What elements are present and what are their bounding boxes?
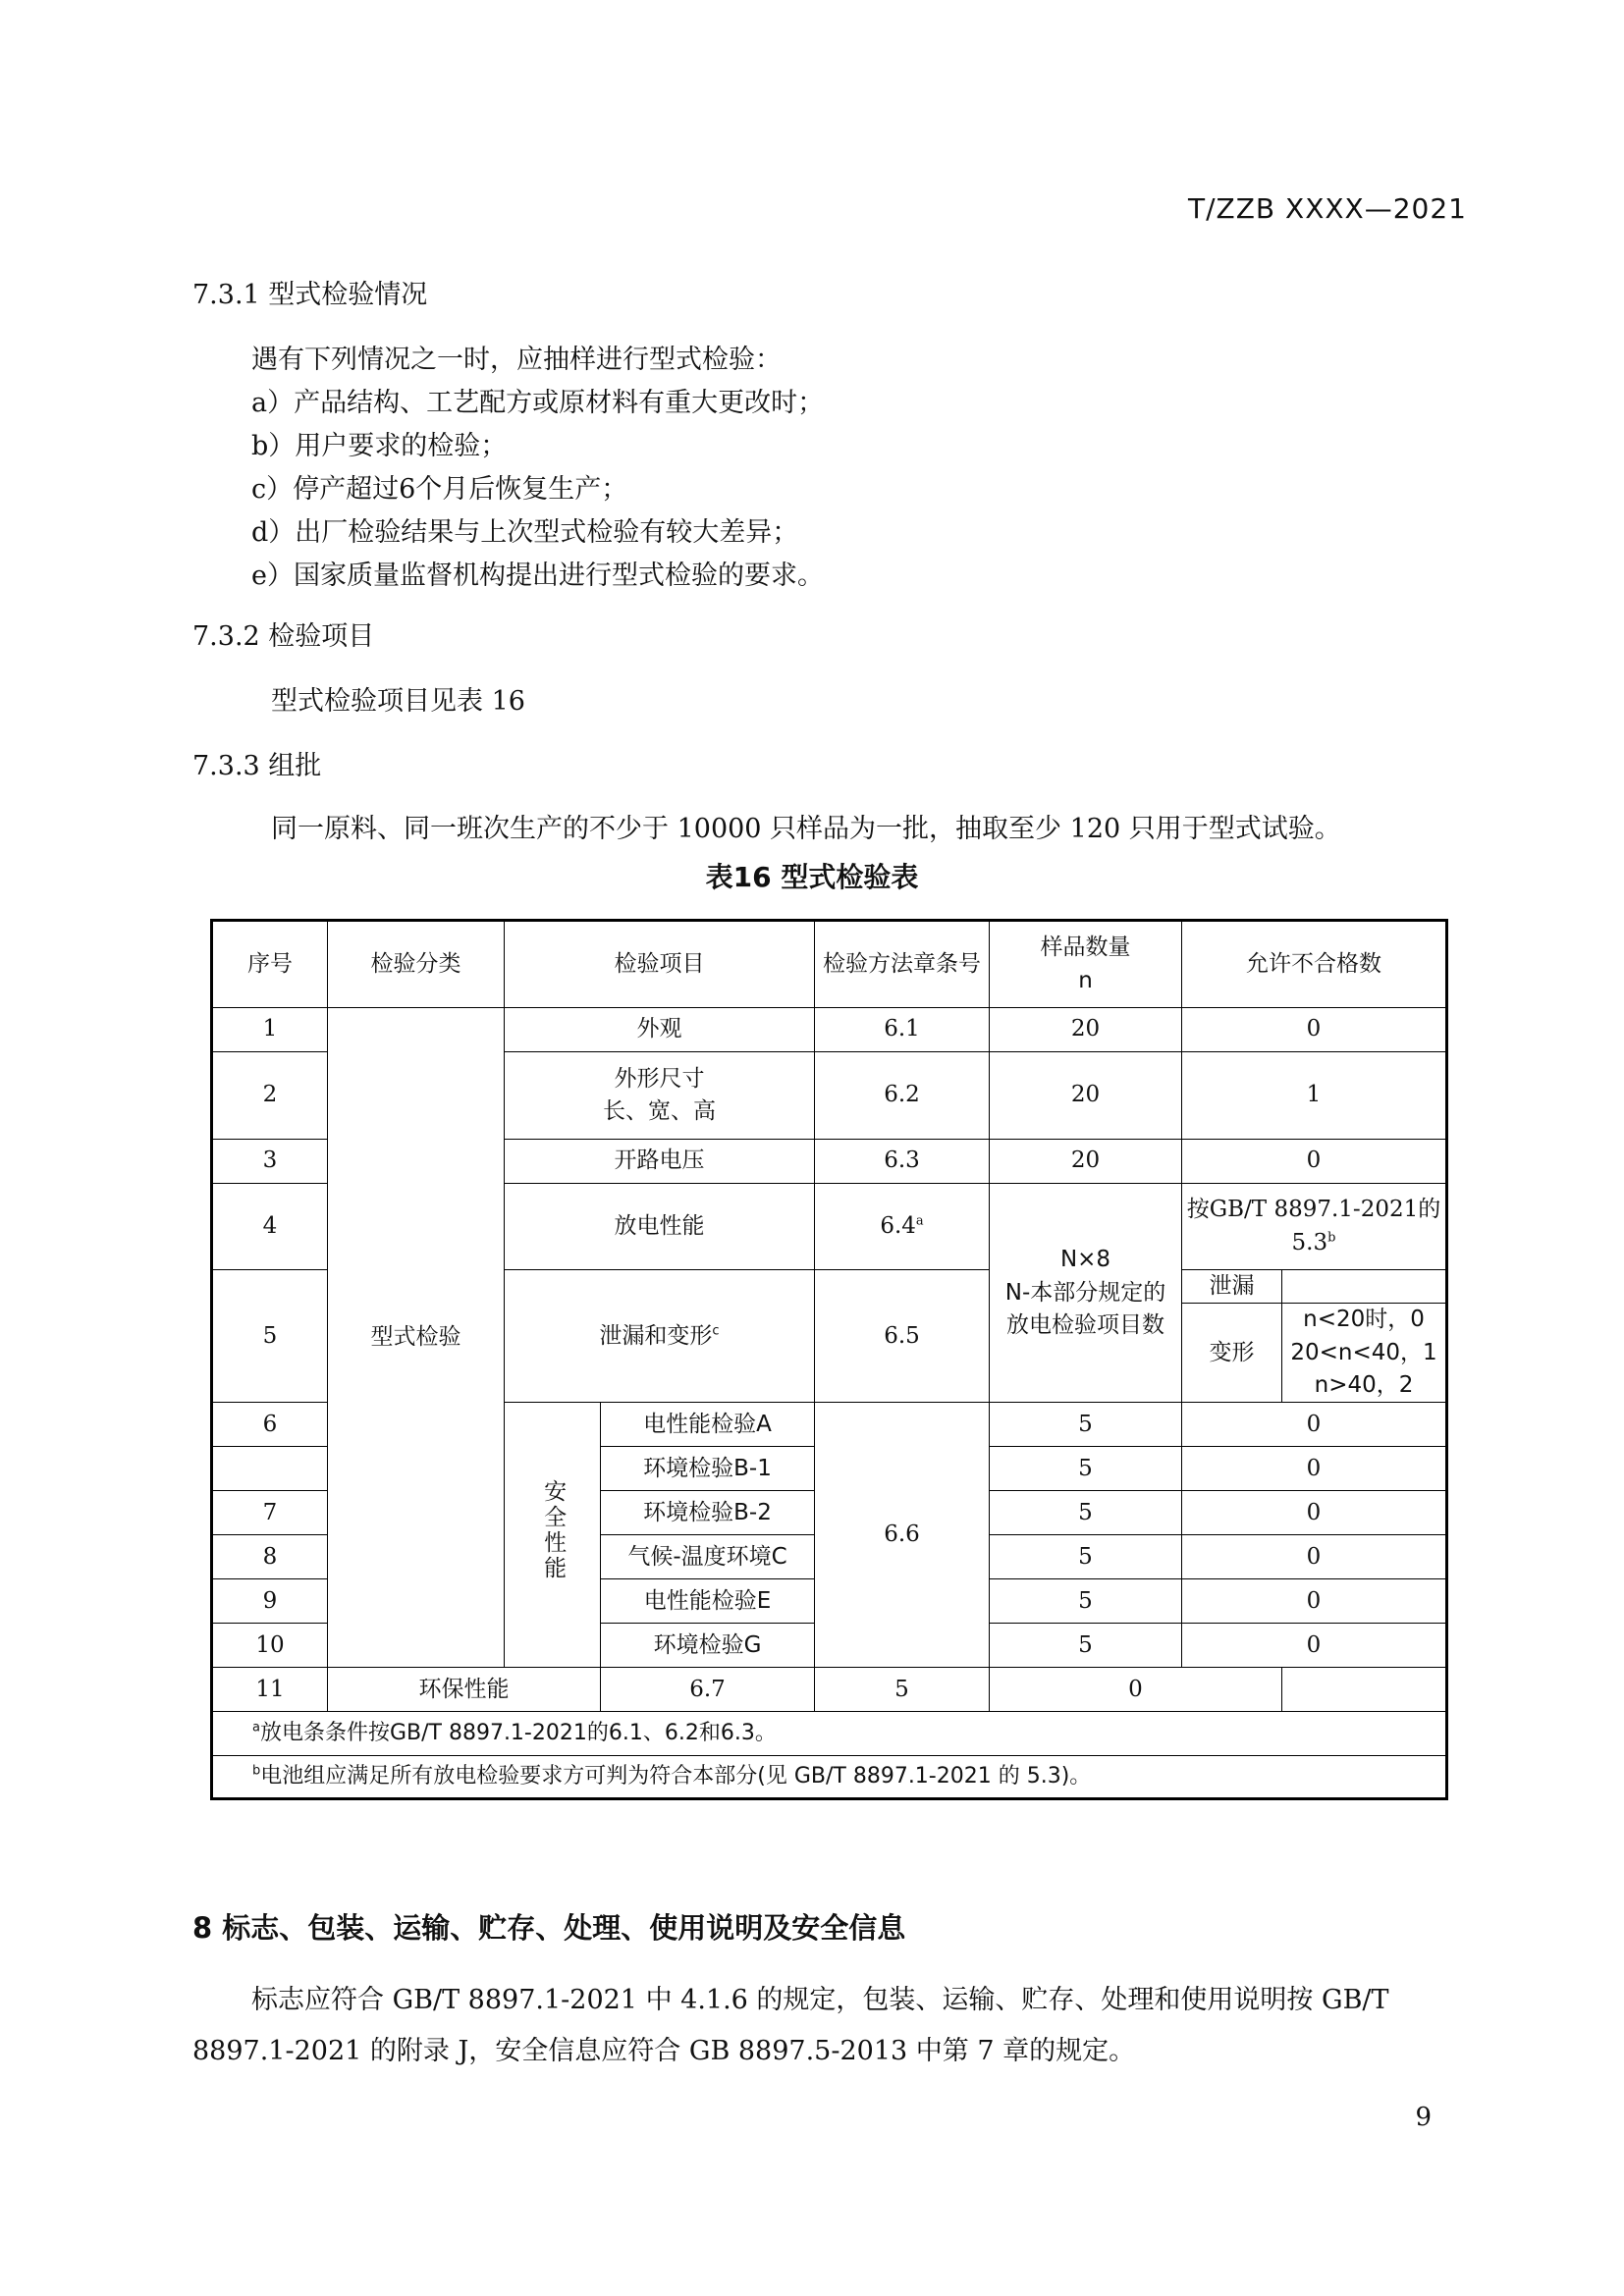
cell-allow: 1 (1182, 1052, 1447, 1140)
list-item: b）用户要求的检验； (251, 431, 508, 461)
cell-seq: 10 (212, 1624, 328, 1668)
header-seq: 序号 (212, 921, 328, 1008)
safety-group-label: 安全性能 (540, 1478, 567, 1581)
deform-value-line: n>40，2 (1314, 1372, 1414, 1399)
cell-n: 5 (990, 1579, 1182, 1624)
cell-seq: 4 (212, 1184, 328, 1270)
cell-method: 6.2 (815, 1052, 990, 1140)
cell-item: 环境检验B-1 (601, 1447, 815, 1491)
cell-item: 环境检验G (601, 1624, 815, 1668)
cell-allow: 0 (1182, 1624, 1447, 1668)
list-item: d）出厂检验结果与上次型式检验有较大差异； (251, 517, 799, 548)
cell-seq: 11 (212, 1668, 328, 1712)
cell-seq: 2 (212, 1052, 328, 1140)
cell-item: 环境检验B-2 (601, 1491, 815, 1535)
header-allow: 允许不合格数 (1182, 921, 1447, 1008)
table-note-row (212, 1756, 1447, 1799)
cell-allow: 0 (1182, 1491, 1447, 1535)
cell-allow-value: 5.3 (1291, 1229, 1328, 1255)
cell-n: 5 (990, 1624, 1182, 1668)
cell-deform-label: 变形 (1182, 1304, 1282, 1403)
footnote-marker: a (252, 1721, 260, 1736)
section-heading-7-3-1: 7.3.1 型式检验情况 (192, 280, 428, 310)
cell-safety-group (505, 1403, 601, 1668)
cell-n: 20 (990, 1008, 1182, 1052)
cell-item: 电性能检验E (601, 1579, 815, 1624)
cell-method (815, 1184, 990, 1270)
table-row (212, 1668, 1447, 1712)
header-sample-line1: 样品数量 (1040, 934, 1131, 961)
cell-discharge-n (990, 1184, 1182, 1403)
paragraph-section-8: 标志应符合 GB/T 8897.1-2021 中 4.1.6 的规定，包装、运输、贮存、处理和使用说明按 GB/T 8897.1-2021 的附录 J，安全信息应符合 GB 8897.5-2013 中第 7 章的规定。 (192, 1985, 1389, 2066)
cell-item: 放电性能 (505, 1184, 815, 1270)
discharge-n-line3: 放电检验项目数 (1006, 1311, 1164, 1338)
cell-item-line2: 长、宽、高 (603, 1098, 716, 1124)
discharge-n-line1: N×8 (1059, 1247, 1111, 1273)
cell-item-line1: 外形尺寸 (614, 1065, 705, 1092)
cell-item-value: 泄漏和变形 (599, 1322, 713, 1349)
cell-seq: 8 (212, 1535, 328, 1579)
deform-value-line: 20<n<40，1 (1290, 1339, 1437, 1365)
cell-allow: 0 (1182, 1579, 1447, 1624)
cell-n: 5 (990, 1491, 1182, 1535)
cell-allow (1182, 1184, 1447, 1270)
deform-value-line: n<20时，0 (1303, 1307, 1425, 1333)
cell-method: 6.5 (815, 1270, 990, 1403)
table-caption: 表16 型式检验表 (705, 861, 919, 893)
section-heading-7-3-2: 7.3.2 检验项目 (192, 621, 375, 652)
cell-n: 20 (990, 1052, 1182, 1140)
cell-n: 5 (990, 1535, 1182, 1579)
cell-allow: 0 (1182, 1140, 1447, 1184)
cell-method: 6.1 (815, 1008, 990, 1052)
footnote-text: 电池组应满足所有放电检验要求方可判为符合本部分(见 GB/T 8897.1-2021 的 5.3)。 (260, 1764, 1092, 1789)
cell-method: 6.6 (815, 1403, 990, 1668)
cell-n: 5 (990, 1403, 1182, 1447)
cell-n: 20 (990, 1140, 1182, 1184)
cell-n: 5 (990, 1447, 1182, 1491)
header-category: 检验分类 (328, 921, 505, 1008)
footnote-a (212, 1712, 1447, 1756)
cell-item: 开路电压 (505, 1140, 815, 1184)
cell-allow: 0 (1182, 1008, 1447, 1052)
cell-leak-label: 泄漏 (1182, 1270, 1282, 1304)
cell-item: 环保性能 (328, 1668, 601, 1712)
cell-seq: 3 (212, 1140, 328, 1184)
table-header-row (212, 921, 1447, 1008)
table-row (212, 1008, 1447, 1052)
footnote-ref-c: c (712, 1322, 720, 1338)
paragraph-items: 型式检验项目见表 16 (271, 686, 525, 717)
cell-n: 5 (815, 1668, 990, 1712)
list-item: a）产品结构、工艺配方或原材料有重大更改时； (251, 388, 825, 418)
cell-seq: 1 (212, 1008, 328, 1052)
footnote-ref-b: b (1327, 1229, 1336, 1245)
cell-method-value: 6.4 (880, 1212, 916, 1239)
cell-item (505, 1052, 815, 1140)
cell-leak-value (1282, 1270, 1447, 1304)
list-item: e）国家质量监督机构提出进行型式检验的要求。 (251, 561, 824, 591)
footnote-text: 放电条条件按GB/T 8897.1-2021的6.1、6.2和6.3。 (259, 1721, 777, 1746)
cell-seq: 6 (212, 1403, 328, 1447)
section-heading-7-3-3: 7.3.3 组批 (192, 751, 322, 781)
section-heading-8: 8 标志、包装、运输、贮存、处理、使用说明及安全信息 (192, 1911, 906, 1945)
cell-item: 外观 (505, 1008, 815, 1052)
page-number: 9 (1415, 2103, 1432, 2132)
inspection-table (210, 919, 1448, 1800)
cell-item: 气候-温度环境C (601, 1535, 815, 1579)
cell-allow: 0 (1182, 1447, 1447, 1491)
cell-seq (212, 1447, 328, 1491)
discharge-n-line2: N-本部分规定的 (1004, 1279, 1166, 1306)
cell-allow: 0 (1182, 1403, 1447, 1447)
cell-seq: 9 (212, 1579, 328, 1624)
cell-allow: 0 (990, 1668, 1282, 1712)
cell-method: 6.7 (601, 1668, 815, 1712)
cell-seq: 5 (212, 1270, 328, 1403)
paragraph-intro: 遇有下列情况之一时，应抽样进行型式检验： (251, 345, 782, 375)
cell-allow-line2 (1182, 1227, 1445, 1259)
cell-deform-values (1282, 1304, 1447, 1403)
header-sample-line2: n (1078, 967, 1093, 993)
footnote-marker: b (252, 1764, 261, 1780)
cell-item (505, 1270, 815, 1403)
cell-method: 6.3 (815, 1140, 990, 1184)
table-note-row (212, 1712, 1447, 1756)
cell-allow-line1: 按GB/T 8897.1-2021的 (1186, 1197, 1441, 1223)
cell-item: 电性能检验A (601, 1403, 815, 1447)
list-item: c）停产超过6个月后恢复生产； (251, 474, 628, 505)
footnote-b (212, 1756, 1447, 1799)
header-sample (990, 921, 1182, 1008)
footnote-ref-a: a (915, 1213, 924, 1229)
paragraph-batch: 同一原料、同一班次生产的不少于 10000 只样品为一批，抽取至少 120 只用于型式试验。 (271, 814, 1341, 844)
cell-allow: 0 (1182, 1535, 1447, 1579)
header-method: 检验方法章条号 (815, 921, 990, 1008)
document-number: T/ZZB XXXX—2021 (1188, 192, 1467, 225)
cell-category: 型式检验 (328, 1008, 505, 1668)
header-item: 检验项目 (505, 921, 815, 1008)
cell-seq: 7 (212, 1491, 328, 1535)
